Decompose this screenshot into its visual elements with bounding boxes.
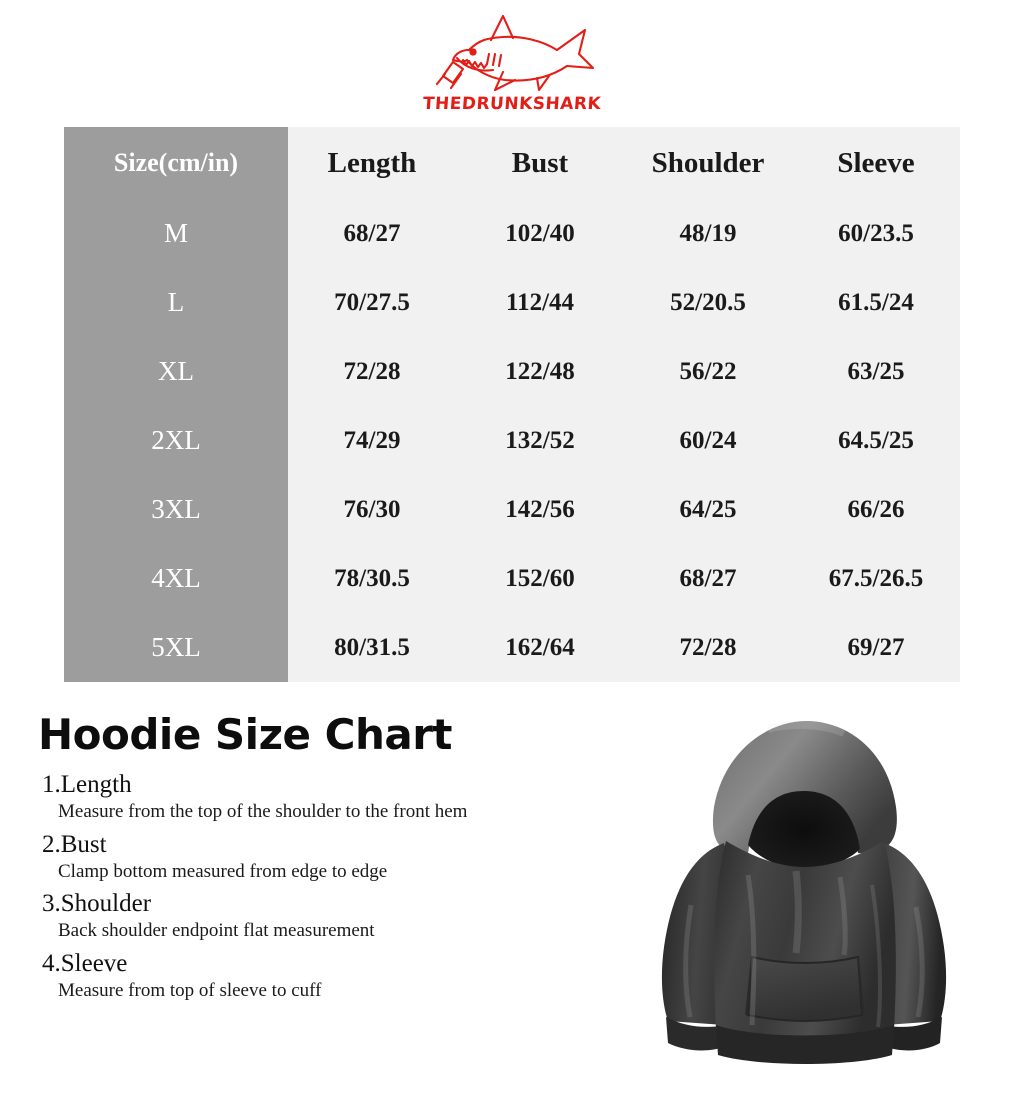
guide-item-description: Back shoulder endpoint flat measurement [58,920,375,942]
cell-shoulder: 56/22 [679,357,737,385]
page-title: Hoodie Size Chart [38,710,452,759]
table-row [64,406,960,475]
cell-length: 72/28 [343,357,401,385]
cell-bust: 102/40 [505,219,575,247]
cell-shoulder: 52/20.5 [670,288,746,316]
cell-shoulder: 60/24 [679,426,737,454]
cell-length: 74/29 [343,426,401,454]
guide-item-bust [36,829,556,885]
guide-item-description: Measure from the top of the shoulder to the front hem [58,801,468,823]
table-header-row [64,127,960,199]
cell-size: 3XL [64,475,288,544]
cell-sleeve: 66/26 [847,495,905,523]
guide-item-heading: 2.Bust [42,830,107,858]
table-row [64,337,960,406]
cell-sleeve: 69/27 [847,633,905,661]
table-row [64,613,960,682]
table-row [64,475,960,544]
cell-sleeve: 61.5/24 [838,288,914,316]
cell-length: 80/31.5 [334,633,410,661]
table-row [64,199,960,268]
cell-size: 4XL [64,544,288,613]
cell-bust: 152/60 [505,564,575,592]
cell-bust: 122/48 [505,357,575,385]
cell-sleeve: 67.5/26.5 [828,564,924,592]
brand-logo [0,8,1024,116]
cell-shoulder: 48/19 [679,219,737,247]
cell-bust: 162/64 [505,633,575,661]
cell-shoulder: 68/27 [679,564,737,592]
cell-size: 5XL [64,613,288,682]
guide-item-heading: 1.Length [42,771,132,798]
guide-item-heading: 4.Sleeve [42,949,128,977]
cell-size: L [64,268,288,337]
cell-size: M [64,199,288,268]
header-bust: Bust [511,146,569,179]
table-row [64,268,960,337]
cell-shoulder: 64/25 [679,495,737,523]
cell-length: 76/30 [343,495,401,523]
cell-length: 70/27.5 [334,288,410,316]
size-chart-table [64,127,960,682]
guide-item-description: Measure from top of sleeve to cuff [58,979,322,1001]
cell-sleeve: 60/23.5 [838,219,914,247]
guide-item-length [36,769,556,825]
cell-sleeve: 64.5/25 [838,426,914,454]
measurement-guide [36,710,556,1007]
cell-bust: 142/56 [505,495,575,523]
cell-size: 2XL [64,406,288,475]
guide-item-shoulder [36,888,556,944]
cell-size: XL [64,337,288,406]
cell-length: 78/30.5 [334,564,410,592]
cell-length: 68/27 [343,219,401,247]
hoodie-product-image [596,695,996,1095]
guide-item-sleeve [36,948,556,1004]
cell-bust: 112/44 [505,288,575,316]
header-size: Size(cm/in) [64,127,288,199]
kangaroo-pocket [748,957,862,1021]
table-row [64,544,960,613]
cell-bust: 132/52 [505,426,575,454]
cell-shoulder: 72/28 [679,633,737,661]
brand-name: THEDRUNKSHARK [422,94,602,114]
guide-item-description: Clamp bottom measured from edge to edge [58,860,388,882]
guide-item-heading: 3.Shoulder [42,890,152,918]
cell-sleeve: 63/25 [847,357,905,385]
header-shoulder: Shoulder [651,146,765,179]
header-sleeve: Sleeve [837,146,915,179]
header-length: Length [327,146,417,179]
